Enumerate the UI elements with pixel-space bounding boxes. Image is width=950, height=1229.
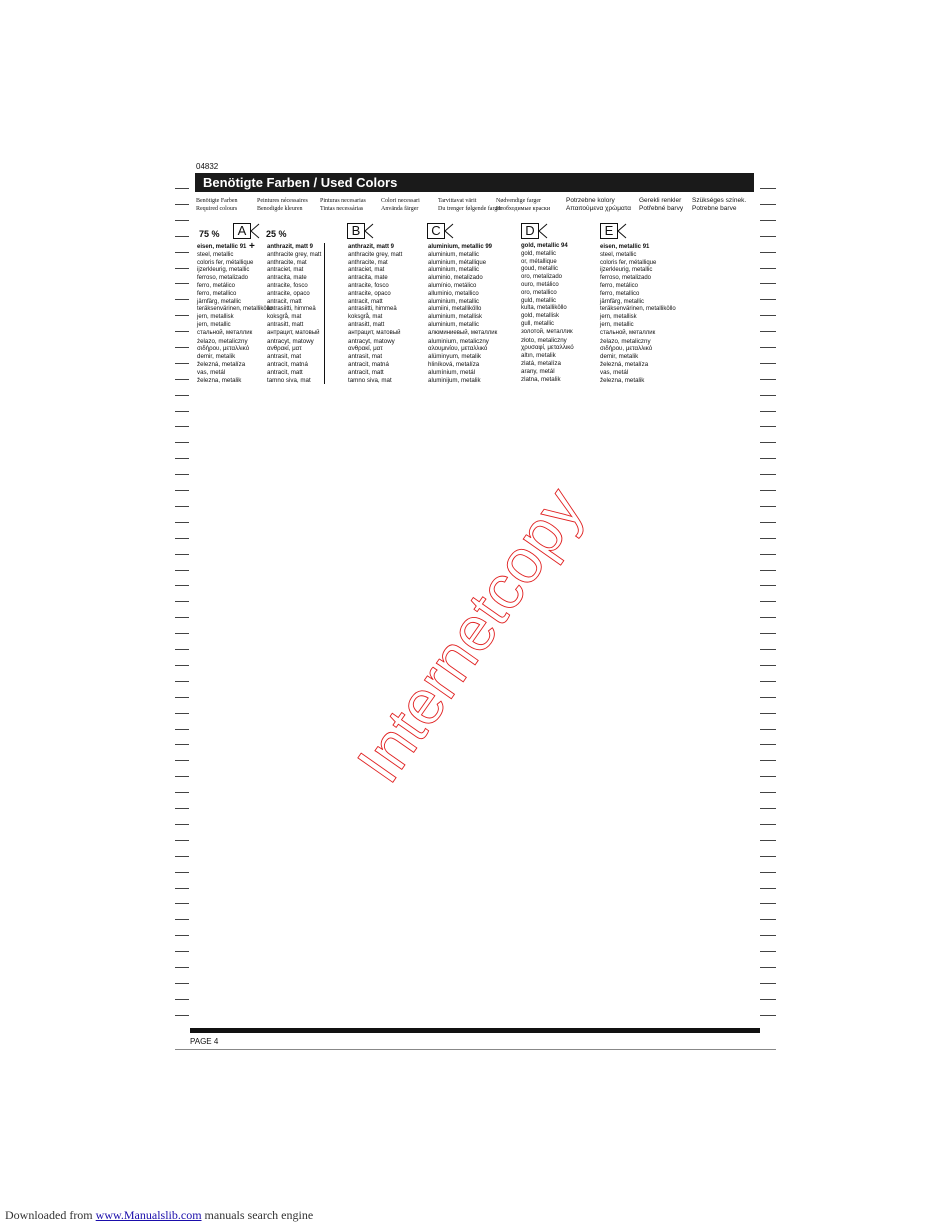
color-name-line: αλουμινίου, μεταλλικό <box>428 345 488 353</box>
footer-bar <box>190 1028 760 1033</box>
color-header: eisen, metallic 91 <box>197 244 247 250</box>
color-name-line: antracyt, matowy <box>267 337 314 345</box>
margin-tick <box>175 856 189 857</box>
margin-tick <box>760 220 776 221</box>
margin-tick <box>175 490 189 491</box>
color-header: aluminium, metallic 99 <box>428 244 493 250</box>
margin-tick <box>175 935 189 936</box>
color-name-line: золотой, металлик <box>521 328 573 335</box>
required-colors-lang-4: Colori necessari Använda färger <box>381 198 420 212</box>
color-name-line: ferro, metálico <box>197 282 236 289</box>
color-name-line: gold, metallisk <box>521 313 560 320</box>
color-name-line: koksgrå, mat <box>348 314 383 321</box>
color-name-line: oro, metalizado <box>521 274 563 281</box>
color-name-line: antracite, fosco <box>348 282 389 289</box>
color-name-line: alumínium, metál <box>428 368 476 376</box>
margin-tick <box>760 363 776 364</box>
margin-tick <box>175 633 189 634</box>
color-name-line: demir, metalik <box>600 353 639 361</box>
margin-tick <box>760 935 776 936</box>
footer-divider <box>175 1049 776 1050</box>
margin-tick <box>760 347 776 348</box>
color-name-line: gull, metallic <box>521 320 555 327</box>
color-name-line: tamno siva, mat <box>267 376 311 384</box>
margin-tick <box>760 474 776 475</box>
color-name-line: gold, metallic <box>521 250 557 257</box>
margin-tick <box>175 204 189 205</box>
manualslib-link[interactable]: www.Manualslib.com <box>95 1208 202 1222</box>
color-name-line: złoto, metaliczny <box>521 336 567 344</box>
margin-tick <box>175 808 189 809</box>
banner-title: Benötigte Farben / Used Colors <box>195 173 754 192</box>
color-name-line: steel, metallic <box>600 251 637 258</box>
margin-tick <box>760 983 776 984</box>
margin-tick <box>175 744 189 745</box>
color-name-line: antracit, matt <box>348 298 383 305</box>
margin-tick <box>760 824 776 825</box>
margin-tick <box>760 697 776 698</box>
margin-tick <box>760 919 776 920</box>
color-name-line: ijzerkleurig, metallic <box>600 267 653 274</box>
margin-tick <box>175 665 189 666</box>
margin-tick <box>175 760 189 761</box>
color-name-line: anthracite, mat <box>348 259 388 266</box>
margin-tick <box>175 474 189 475</box>
margin-tick <box>175 347 189 348</box>
margin-tick <box>760 840 776 841</box>
color-header: gold, metallic 94 <box>521 243 568 249</box>
color-name-line: aluminium, métallique <box>428 259 487 266</box>
margin-tick <box>175 983 189 984</box>
color-name-line: alumínio, metálico <box>428 282 477 289</box>
margin-tick <box>760 1015 776 1016</box>
margin-tick <box>175 872 189 873</box>
color-column-e <box>600 244 676 384</box>
color-name-line: żelazo, metaliczny <box>197 337 248 345</box>
color-name-line: coloris fer, métallique <box>197 259 254 266</box>
color-name-line: oro, metallico <box>521 289 557 296</box>
margin-tick <box>175 729 189 730</box>
color-name-line: ferro, metallico <box>197 290 237 297</box>
margin-tick <box>760 331 776 332</box>
color-name-line: ferro, metallico <box>600 290 640 297</box>
color-name-line: antracit, matná <box>348 360 389 368</box>
margin-tick <box>175 538 189 539</box>
color-name-line: ανθρακί, ματ <box>348 345 383 353</box>
color-name-line: antrasit, mat <box>348 353 383 361</box>
margin-tick <box>175 888 189 889</box>
badge-arrow-icon <box>538 223 548 239</box>
margin-tick <box>175 617 189 618</box>
margin-tick <box>760 744 776 745</box>
margin-tick <box>175 999 189 1000</box>
color-name-line: ανθρακί, ματ <box>267 345 302 353</box>
color-name-line: hliníková, metalíza <box>428 360 480 368</box>
margin-tick <box>760 188 776 189</box>
color-name-line: antracita, mate <box>348 275 388 282</box>
color-name-line: anthracite grey, matt <box>348 251 403 258</box>
margin-tick <box>760 681 776 682</box>
color-name-line: teräksenvärinen, metalliköllo <box>600 306 676 313</box>
margin-tick <box>175 268 189 269</box>
margin-tick <box>760 506 776 507</box>
margin-tick <box>760 649 776 650</box>
color-column-a2 <box>267 244 321 384</box>
color-name-line: železná, metalíza <box>600 360 649 368</box>
color-name-line: ferro, metálico <box>600 282 639 289</box>
color-name-line: alüminyum, metalik <box>428 353 481 361</box>
color-name-line: zlatá, metalíza <box>521 359 561 367</box>
color-name-line: goud, metallic <box>521 266 559 273</box>
margin-tick <box>760 760 776 761</box>
color-name-line: antrasitt, matt <box>348 321 385 328</box>
margin-tick <box>175 681 189 682</box>
color-name-line: vas, metál <box>197 368 226 376</box>
color-name-line: teräksenvärinen, metalliköllo <box>197 306 273 313</box>
color-name-line: zlatna, metalik <box>521 375 561 383</box>
color-name-line: χρυσαφί, μεταλλικό <box>521 344 574 352</box>
margin-tick <box>175 585 189 586</box>
color-header: anthrazit, matt 9 <box>267 244 314 250</box>
margin-tick <box>760 601 776 602</box>
margin-tick <box>175 426 189 427</box>
margin-tick <box>760 283 776 284</box>
margin-tick <box>175 792 189 793</box>
margin-tick <box>760 204 776 205</box>
color-name-line: алюминиевый, металлик <box>428 329 498 336</box>
color-column-d <box>521 243 574 383</box>
margin-tick <box>175 363 189 364</box>
margin-tick <box>175 824 189 825</box>
color-name-line: aluminium, metallic <box>428 321 480 328</box>
color-name-line: jern, metallisk <box>600 314 637 321</box>
margin-tick <box>175 379 189 380</box>
required-colors-lang-7: Potrzebne kolory Απαιτούμενα χρώματα <box>566 197 631 212</box>
color-name-line: alumiini, metalliköllo <box>428 306 482 313</box>
margin-tick <box>175 395 189 396</box>
color-name-line: aluminium, metaliczny <box>428 337 489 345</box>
margin-tick <box>760 252 776 253</box>
margin-tick <box>760 538 776 539</box>
required-colors-lang-2: Peintures nécessaires Benodigde kleuren <box>257 198 308 212</box>
margin-tick <box>175 252 189 253</box>
badge-letter: D <box>521 223 539 239</box>
margin-tick <box>175 951 189 952</box>
color-name-line: jern, metallisk <box>197 314 234 321</box>
margin-tick <box>760 856 776 857</box>
color-name-line: antrasiitti, himmeä <box>267 306 316 313</box>
color-name-line: arany, metál <box>521 367 555 375</box>
badge-arrow-icon <box>250 223 260 239</box>
color-name-line: antracit, matt <box>348 368 384 376</box>
watermark: Internetcopy <box>344 475 597 796</box>
margin-tick <box>760 665 776 666</box>
margin-tick <box>175 903 189 904</box>
color-name-line: železna, metalik <box>600 376 645 384</box>
color-name-line: σιδήρου, μεταλλικό <box>197 345 250 353</box>
color-name-line: żelazo, metaliczny <box>600 337 651 345</box>
color-name-line: antracita, mate <box>267 275 307 282</box>
margin-tick <box>175 522 189 523</box>
color-name-line: tamno siva, mat <box>348 376 392 384</box>
margin-tick <box>175 776 189 777</box>
margin-tick <box>175 601 189 602</box>
margin-tick <box>760 554 776 555</box>
margin-tick <box>760 585 776 586</box>
margin-tick <box>760 633 776 634</box>
color-name-line: ouro, metálico <box>521 281 559 288</box>
margin-tick <box>760 522 776 523</box>
margin-tick <box>175 442 189 443</box>
page-label: PAGE 4 <box>190 1037 219 1046</box>
margin-tick <box>175 506 189 507</box>
badge-letter: C <box>427 223 445 239</box>
color-name-line: σιδήρου, μεταλλικό <box>600 345 653 353</box>
color-name-line: coloris fer, métallique <box>600 259 657 266</box>
margin-tick <box>760 713 776 714</box>
margin-tick <box>760 792 776 793</box>
margin-tick <box>175 1015 189 1016</box>
color-name-line: aluminium, metallic <box>428 267 480 274</box>
color-name-line: altın, metalik <box>521 352 556 360</box>
margin-tick <box>760 426 776 427</box>
color-name-line: železná, metalíza <box>197 360 246 368</box>
color-name-line: aluminio, metalizado <box>428 275 483 282</box>
margin-tick <box>760 490 776 491</box>
color-name-line: антрацит, матовый <box>267 329 320 336</box>
color-header: eisen, metallic 91 <box>600 244 650 250</box>
margin-tick <box>175 315 189 316</box>
badge-arrow-icon <box>444 223 454 239</box>
color-name-line: antracite, opaco <box>267 290 310 297</box>
color-column-a1 <box>197 244 273 384</box>
color-name-line: železna, metalik <box>197 376 242 384</box>
margin-tick <box>760 903 776 904</box>
margin-tick <box>760 299 776 300</box>
margin-tick <box>760 776 776 777</box>
color-name-line: antrasit, mat <box>267 353 302 361</box>
margin-tick <box>175 188 189 189</box>
color-column-b <box>348 244 402 384</box>
badge-letter: E <box>600 223 618 239</box>
color-name-line: koksgrå, mat <box>267 314 302 321</box>
color-name-line: ferroso, metalizado <box>600 275 652 282</box>
color-name-line: steel, metallic <box>197 251 234 258</box>
margin-tick <box>760 967 776 968</box>
margin-tick <box>175 299 189 300</box>
margin-tick <box>175 919 189 920</box>
mix-plus: + <box>249 241 255 252</box>
margin-tick <box>760 808 776 809</box>
margin-tick <box>175 411 189 412</box>
color-name-line: kulta, metalliköllo <box>521 305 567 312</box>
margin-tick <box>760 236 776 237</box>
color-name-line: ferroso, metalizado <box>197 275 249 282</box>
color-name-line: antrasitt, matt <box>267 321 304 328</box>
margin-tick <box>760 268 776 269</box>
color-name-line: антрацит, матовый <box>348 329 401 336</box>
column-divider <box>324 243 325 384</box>
badge-arrow-icon <box>364 223 374 239</box>
mix-percent-a: 75 % <box>199 229 220 239</box>
color-name-line: antracit, matt <box>267 368 303 376</box>
color-header: anthrazit, matt 9 <box>348 244 395 250</box>
color-name-line: antraciet, mat <box>267 267 304 274</box>
color-name-line: järnfärg, metallic <box>197 298 242 305</box>
color-name-line: vas, metál <box>600 368 629 376</box>
color-name-line: jern, metallic <box>197 321 231 328</box>
margin-tick <box>760 617 776 618</box>
color-name-line: antracit, matt <box>267 298 302 305</box>
color-name-line: antracyt, matowy <box>348 337 395 345</box>
margin-tick <box>760 379 776 380</box>
margin-tick <box>175 649 189 650</box>
margin-tick <box>760 999 776 1000</box>
margin-tick <box>760 315 776 316</box>
margin-tick <box>760 458 776 459</box>
badge-arrow-icon <box>617 223 627 239</box>
margin-tick <box>175 967 189 968</box>
margin-tick <box>175 283 189 284</box>
badge-letter: B <box>347 223 365 239</box>
margin-tick <box>760 872 776 873</box>
badge-letter: A <box>233 223 251 239</box>
margin-tick <box>175 840 189 841</box>
color-name-line: alluminio, metallico <box>428 290 479 297</box>
margin-tick <box>175 697 189 698</box>
color-name-line: anthracite, mat <box>267 259 307 266</box>
color-name-line: aluminium, metallic <box>428 251 480 258</box>
margin-tick <box>175 236 189 237</box>
margin-tick <box>760 951 776 952</box>
color-name-line: anthracite grey, matt <box>267 251 322 258</box>
margin-tick <box>760 729 776 730</box>
color-name-line: demir, metalik <box>197 353 236 361</box>
color-name-line: guld, metallic <box>521 297 557 304</box>
margin-tick <box>175 570 189 571</box>
required-colors-lang-5: Tarvittavat värit Du trenger følgende farger <box>438 198 503 212</box>
mix-percent-b: 25 % <box>266 229 287 239</box>
color-name-line: jern, metallic <box>600 321 634 328</box>
required-colors-lang-6: Nødvendige farger Необходимые краски <box>496 198 551 212</box>
document-code: 04832 <box>196 162 219 171</box>
color-name-line: antrasiitti, himmeä <box>348 306 397 313</box>
margin-tick <box>175 331 189 332</box>
color-name-line: antracit, matná <box>267 360 308 368</box>
required-colors-lang-9: Szükséges színek. Potrebne barve <box>692 197 747 212</box>
color-name-line: antraciet, mat <box>348 267 385 274</box>
color-name-line: aluminium, metallisk <box>428 314 483 321</box>
color-name-line: aluminium, metallic <box>428 298 480 305</box>
margin-tick <box>760 411 776 412</box>
color-name-line: or, métallique <box>521 258 557 265</box>
color-name-line: стальной, металлик <box>197 329 253 336</box>
color-name-line: antracite, fosco <box>267 282 308 289</box>
margin-tick <box>175 554 189 555</box>
margin-tick <box>760 570 776 571</box>
color-name-line: ijzerkleurig, metallic <box>197 267 250 274</box>
margin-tick <box>760 442 776 443</box>
margin-tick <box>175 713 189 714</box>
color-name-line: aluminijum, metalik <box>428 376 481 384</box>
required-colors-lang-3: Pinturas necesarias Tintas necessárias <box>320 198 366 212</box>
download-footer: Downloaded from www.Manualslib.com manuals search engine <box>5 1208 314 1222</box>
color-name-line: стальной, металлик <box>600 329 656 336</box>
color-name-line: antracite, opaco <box>348 290 391 297</box>
required-colors-lang-1: Benötigte Farben Required colours <box>196 198 238 212</box>
color-name-line: järnfärg, metallic <box>600 298 645 305</box>
color-column-c <box>428 244 497 384</box>
margin-tick <box>175 220 189 221</box>
margin-tick <box>760 888 776 889</box>
margin-tick <box>760 395 776 396</box>
required-colors-lang-8: Gerekli renkler Potřebné barvy <box>639 197 684 212</box>
margin-tick <box>175 458 189 459</box>
